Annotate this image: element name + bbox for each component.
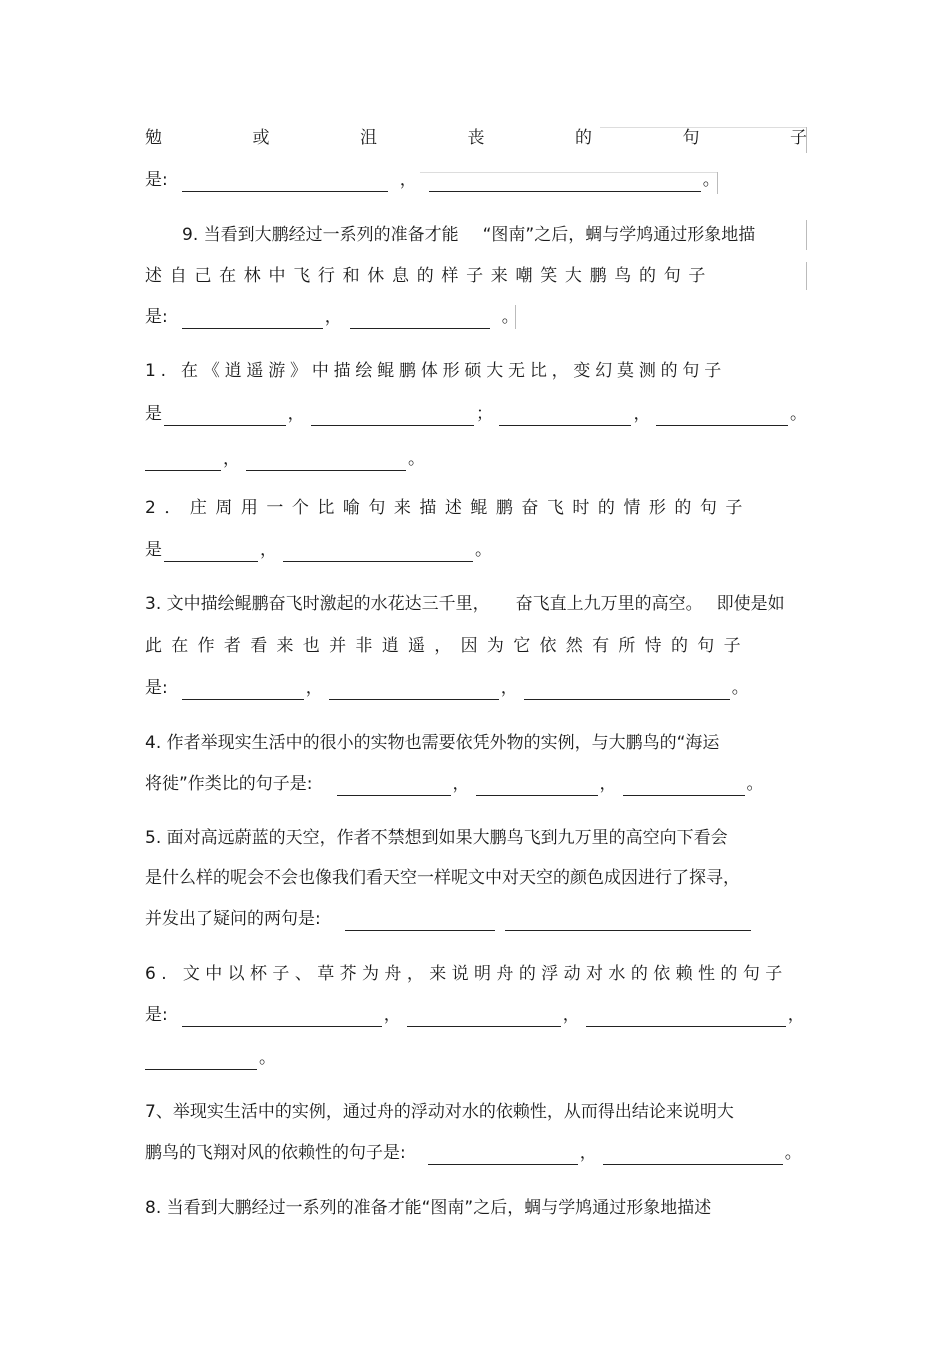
q6-answer-line2 <box>145 1046 807 1070</box>
period: 。 <box>784 1143 802 1163</box>
comma: ， <box>599 774 617 794</box>
answer-blank[interactable] <box>476 778 598 796</box>
question-7-text: 7、举现实生活中的实例，通过舟的浮动对水的依赖性，从而得出结论来说明大 <box>145 1102 734 1122</box>
answer-prefix: 是 <box>145 540 162 560</box>
answer-blank[interactable] <box>603 1147 783 1165</box>
answer-prefix: 是 <box>145 404 162 424</box>
question-7-text-cont: 鹏鸟的飞翔对风的依赖性的句子是: <box>145 1143 406 1163</box>
char: 沮 <box>360 128 377 148</box>
char: 子 <box>790 128 807 148</box>
question-4-text-cont: 将徙”作类比的句子是: <box>145 774 313 794</box>
comma: ， <box>452 774 470 794</box>
comma: ， <box>324 307 342 327</box>
char: 勉 <box>145 128 162 148</box>
answer-blank[interactable] <box>407 1009 561 1027</box>
answer-blank[interactable] <box>505 913 751 931</box>
period: 。 <box>408 449 425 469</box>
answer-blank[interactable] <box>524 682 730 700</box>
comma: ， <box>287 404 305 424</box>
question-5-line3: 并发出了疑问的两句是: <box>145 909 321 929</box>
top-fragment-line2 <box>145 168 807 192</box>
question-9-text: 9. 当看到大鹏经过一系列的准备才能 <box>182 225 459 245</box>
answer-blank[interactable] <box>164 544 258 562</box>
q3-line1 <box>145 592 807 616</box>
top-fragment-line1 <box>145 126 807 150</box>
period: 。 <box>790 404 807 424</box>
question-3-line2: 此在作者看来也并非逍遥，因为它依然有所恃的句子 <box>145 636 750 656</box>
answer-prefix: 是: <box>145 1005 168 1025</box>
answer-blank[interactable] <box>329 682 499 700</box>
period: 。 <box>746 774 764 794</box>
answer-prefix: 是: <box>145 307 168 327</box>
answer-prefix: 是: <box>145 678 168 698</box>
question-6-text: 6. 文中以杯子、草芥为舟，来说明舟的浮动对水的依赖性的句子 <box>145 964 788 984</box>
question-5-line2: 是什么样的呢会不会也像我们看天空一样呢文中对天空的颜色成因进行了探寻， <box>145 868 740 888</box>
answer-blank[interactable] <box>246 453 406 471</box>
answer-blank[interactable] <box>311 408 474 426</box>
q6-answer-line1 <box>145 1003 807 1027</box>
answer-blank[interactable] <box>345 913 495 931</box>
answer-blank[interactable] <box>182 1009 382 1027</box>
q1-answer-line1 <box>145 402 807 426</box>
answer-blank[interactable] <box>283 544 473 562</box>
comma: ， <box>562 1005 580 1025</box>
char: 句 <box>682 128 700 148</box>
answer-blank[interactable] <box>145 453 221 471</box>
period: 。 <box>501 307 519 327</box>
comma: ， <box>223 449 240 469</box>
q9-line1 <box>145 223 807 247</box>
answer-prefix: 是: <box>145 170 168 190</box>
q4-line2 <box>145 772 807 796</box>
answer-blank[interactable] <box>182 174 388 192</box>
comma: ， <box>383 1005 401 1025</box>
question-3-text-cont: 即使是如 <box>716 594 785 614</box>
comma: ， <box>305 678 323 698</box>
question-9-line2: 述自己在林中飞行和休息的样子来嘲笑大鹏鸟的句子 <box>145 266 714 286</box>
comma: ， <box>633 404 651 424</box>
question-1-text: 1. 在《逍遥游》中描绘鲲鹏体形硕大无比，变幻莫测的句子 <box>145 361 727 381</box>
period: 。 <box>731 678 749 698</box>
period: 。 <box>702 170 720 190</box>
semicolon: ； <box>475 404 493 424</box>
char: 的 <box>575 128 592 148</box>
comma: ， <box>500 678 518 698</box>
q7-line2 <box>145 1141 807 1165</box>
question-2-text: 2．庄周用一个比喻句来描述鲲鹏奋飞时的情形的句子 <box>145 498 751 518</box>
q5-line3 <box>145 907 807 931</box>
answer-blank[interactable] <box>623 778 745 796</box>
question-5-text: 5. 面对高远蔚蓝的天空，作者不禁想到如果大鹏鸟飞到九万里的高空向下看会 <box>145 828 728 848</box>
answer-blank[interactable] <box>350 311 490 329</box>
answer-blank[interactable] <box>586 1009 786 1027</box>
answer-blank[interactable] <box>428 1147 578 1165</box>
q3-answer-line <box>145 676 807 700</box>
answer-blank[interactable] <box>145 1052 257 1070</box>
q2-answer-line <box>145 538 807 562</box>
q9-answer-line <box>145 305 807 329</box>
comma: ， <box>399 170 417 190</box>
period: 。 <box>259 1048 276 1068</box>
char: 或 <box>252 128 270 148</box>
answer-blank[interactable] <box>656 408 788 426</box>
question-3-text: 3. 文中描绘鲲鹏奋飞时激起的水花达三千里， <box>145 594 490 614</box>
answer-blank[interactable] <box>499 408 632 426</box>
answer-blank[interactable] <box>182 311 323 329</box>
question-4-text: 4. 作者举现实生活中的很小的实物也需要依凭外物的实例，与大鹏鸟的“海运 <box>145 733 720 753</box>
answer-blank[interactable] <box>164 408 286 426</box>
question-8-text: 8. 当看到大鹏经过一系列的准备才能“图南”之后，蜩与学鸠通过形象地描述 <box>145 1198 712 1218</box>
period: 。 <box>475 540 492 560</box>
question-3-text-cont: 奋飞直上九万里的高空。 <box>515 594 703 614</box>
question-9-text-cont: “图南”之后，蜩与学鸠通过形象地描 <box>482 225 756 245</box>
comma: ， <box>787 1005 805 1025</box>
q1-answer-line2 <box>145 447 807 471</box>
answer-blank[interactable] <box>429 174 701 192</box>
answer-blank[interactable] <box>182 682 304 700</box>
char: 丧 <box>467 128 485 148</box>
comma: ， <box>260 540 277 560</box>
answer-blank[interactable] <box>337 778 451 796</box>
comma: ， <box>579 1143 597 1163</box>
